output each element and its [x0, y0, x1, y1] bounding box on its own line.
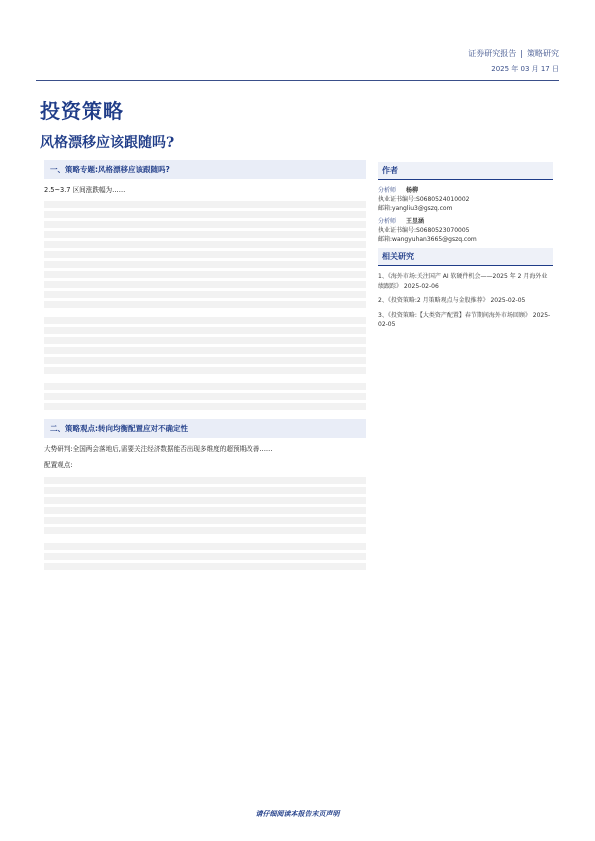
author-email[interactable]: wangyuhan3665@gszq.com	[392, 236, 477, 243]
footer-disclaimer: 请仔细阅读本报告末页声明	[255, 810, 340, 818]
section-1-paragraph-1: 2.5~3.7 区间涨跌幅为……	[44, 186, 126, 194]
email-label: 邮箱:	[378, 205, 393, 212]
section-heading-1: 一、策略专题:风格漂移应该跟随吗?	[44, 160, 366, 179]
author-name: 王昱涵	[406, 218, 425, 225]
section-1-paragraph-2	[44, 201, 366, 311]
page-subtitle: 风格漂移应该跟随吗?	[40, 135, 175, 151]
section-2-paragraph-1: 大势研判:全国两会落地后,需要关注经济数据能否出现多维度的超预期改善……	[44, 445, 273, 454]
author-card	[378, 217, 553, 244]
section-2-paragraph-3	[44, 477, 366, 537]
author-role: 分析师	[378, 187, 397, 194]
section-1-paragraph-4	[44, 383, 366, 413]
authors-heading: 作者	[378, 162, 553, 180]
report-date: 2025 年 03 月 17 日	[491, 65, 559, 73]
related-research-item[interactable]: 1、《海外市场:关注国产 AI 软硬件机会——2025 年 2 月海外业绩跟踪》 2025-02-06	[378, 273, 548, 290]
author-role: 分析师	[378, 218, 397, 225]
author-card	[378, 186, 553, 213]
author-email[interactable]: yangliu3@gszq.com	[392, 205, 453, 212]
related-research-heading: 相关研究	[378, 248, 553, 266]
section-heading-2: 二、策略观点:转向均衡配置应对不确定性	[44, 419, 366, 438]
license-number: S0680524010002	[416, 196, 470, 203]
license-number: S0680523070005	[416, 227, 470, 234]
section-2-paragraph-2: 配置观点:	[44, 461, 73, 470]
author-name: 杨柳	[406, 187, 419, 194]
category-separator: |	[520, 49, 523, 58]
section-1-paragraph-3	[44, 317, 366, 377]
related-research-item[interactable]: 3、《投资策略:【大类资产配置】春节期间海外市场回顾》 2025-02-05	[378, 311, 551, 328]
license-label: 执业证书编号:	[378, 196, 417, 203]
related-research-item[interactable]: 2、《投资策略:2 月策略观点与金股推荐》 2025-02-05	[378, 297, 526, 304]
report-subcategory: 策略研究	[527, 49, 559, 58]
report-category: 证券研究报告	[468, 49, 517, 58]
email-label: 邮箱:	[378, 236, 393, 243]
section-2-paragraph-4	[44, 543, 366, 573]
header-divider	[36, 80, 559, 81]
report-category-bar	[468, 48, 559, 59]
main-content	[44, 160, 366, 579]
license-label: 执业证书编号:	[378, 227, 417, 234]
page-title: 投资策略	[40, 99, 124, 123]
sidebar	[378, 162, 553, 335]
